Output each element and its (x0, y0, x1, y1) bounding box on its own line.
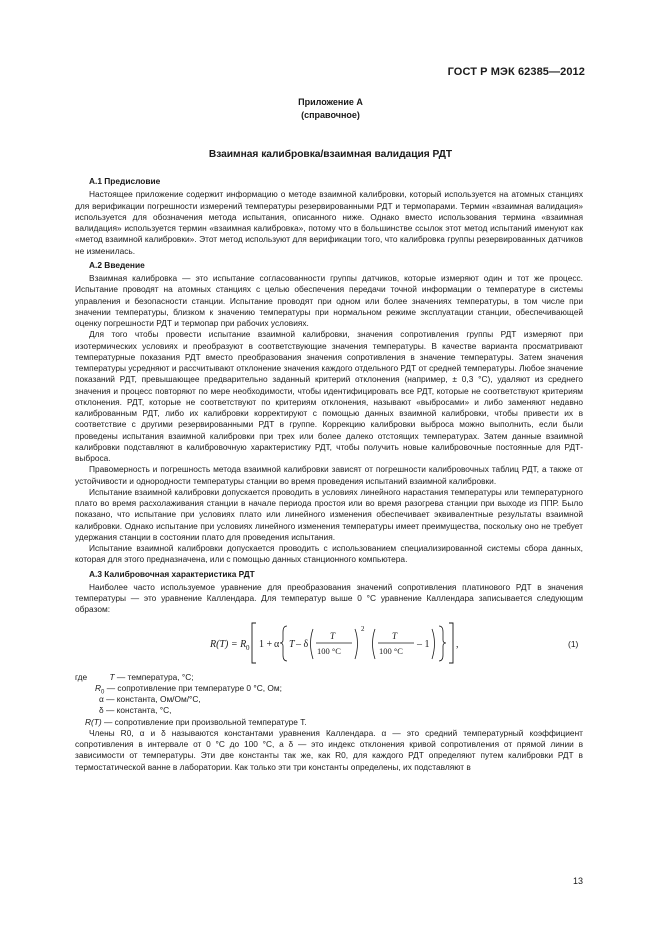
formula-exponent: 2 (361, 624, 365, 633)
formula-one-plus: 1 + (259, 638, 273, 650)
formula-number: (1) (568, 638, 579, 649)
paragraph: Члены R0, α и δ называются константами уравнения Каллендара. α — это средний температурный коэффициент сопротивления в интервале от 0 °С до 100 °С, а δ — это индекс отклонения кривой сопротивления от прямой линии в зависимости от температуры. Эти две константы так же, как R0, для каждого РДТ определяют путем калибровки РДТ в термостатической ванне в лаборатории. Как только эти три константы определены, их подставляют в (75, 727, 583, 772)
definition-delta: δ — константа, °С, (99, 705, 172, 716)
formula-lhs: R(T) = R (210, 638, 247, 650)
section-heading-a1: А.1 Предисловие (89, 176, 161, 186)
paragraph: Испытание взаимной калибровки допускается проводить с использованием специализированной системы сбора данных, которая для этого предназначена, или с помощью данных станционного компьютера. (75, 543, 583, 565)
paragraph: Настоящее приложение содержит информацию о методе взаимной калибровки, который используется на атомных станциях для верификации погрешности измерений температуры резервированными РДТ и термопарами. Термин «взаимная валидация» используется для обозначения метода испытания, описанного ниже. Однако вместо использования термина «взаимная валидация» используется термин «взаимная калибровка», потому что в большинстве ссылок этот метод испытаний именуют как «метод взаимной калибровки». Этот метод используют для верификации того, что калибровка группы резервированных датчиков не изменилась. (75, 189, 583, 256)
paragraph: Наиболее часто используемое уравнение для преобразования значений сопротивления платинового РДТ в значения температуры — это уравнение Каллендара. Для температур выше 0 °С уравнение Каллендара записывается следующим образом: (75, 581, 583, 615)
formula-comma: , (456, 638, 459, 650)
page-number: 13 (572, 876, 583, 886)
paragraph: Для того чтобы провести испытание взаимной калибровки, значения сопротивления группы РДТ измеряют при изотермических условиях и преобразуют в соответствующие значения температуры. В качестве варианта просматривают температурные показания РДТ вместо преобразования значения сопротивления в значение температуры. Затем значения температуры усредняют и рассчитывают отклонение значения каждого отдельного РДТ от средней температуры. Любое значение показаний РДТ, превышающее предварительно заданный критерий отклонения (например, ± 0,3 °С), удаляют из среднего значения и процесс повторяют по мере необходимости, чтобы идентифицировать все РДТ, которые не соответствуют критериям отклонения. РДТ, которые не соответствуют по критериям отклонения, называют «выбросами» и либо заменяют недавно калиброванным РДТ, либо их калибровки корректируют с помощью данных взаимной калибровки, чтобы привести их в соответствие с другими резервированными РДТ в группе. Коррекцию калибровки выброса можно выполнить, если были проведены испытания взаимной калибровки при трех или более далеко отстоящих температурах. Затем данные взаимной калибровки подставляют в калибровочную характеристику РДТ, чтобы получить новые калибровочные постоянные для РДТ-выброса. (75, 329, 583, 463)
formula-r0-sub: 0 (246, 643, 250, 652)
formula-t: T (289, 638, 295, 650)
formula-frac1-den: 100 °C (317, 645, 341, 656)
callendar-equation (75, 620, 583, 666)
formula-frac2-num: T (392, 630, 398, 641)
definition-r0: $R_0$ — сопротивление при температуре 0 °С, Ом; (95, 682, 282, 696)
annex-title: Взаимная калибровка/взаимная валидация РДТ (208, 149, 453, 160)
paragraph: Испытание взаимной калибровки допускается проводить в условиях линейного нарастания температуры или температурного плато во время расхолаживания станции в начале периода простоя или во время разогрева станции при выходе из ППР. Было показано, что испытание при условиях плато или линейного изменения обеспечивает эквивалентные результаты взаимной калибровки. Однако испытание при условиях линейного изменения температуры имеет преимущества, поскольку оно не требует удержания станции в состоянии плато для проведения испытания. (75, 486, 583, 542)
paragraph: Взаимная калибровка — это испытание согласованности группы датчиков, которые измеряют один и тот же процесс. Испытание проводят на атомных станциях с целью обеспечения передачи точной информации о температуре в системы управления и безопасности станции. Испытание проводят при одном или более значениях температуры, в том числе при значении температуры, близком к значению температуры при нормальном режиме эксплуатации станции, обеспечивающей оценку погрешности РДТ и термопар при рабочих условиях. (75, 273, 583, 328)
annex-label: Приложение А (298, 97, 363, 107)
formula-alpha: α (274, 638, 280, 650)
formula-minus-delta: – δ (296, 638, 309, 650)
formula-minus-one: – 1 (417, 638, 430, 650)
body-text (75, 176, 583, 773)
formula-frac2-den: 100 °C (379, 645, 403, 656)
formula-frac1-num: T (330, 630, 336, 641)
paragraph: Правомерность и погрешность метода взаимной калибровки зависят от погрешности калибровочных таблиц РДТ, а также от устойчивости и однородности температуры станции во время проведения испытаний взаимной калибровки. (75, 464, 583, 486)
annex-type: (справочное) (301, 110, 360, 120)
definition-rt: R(T) — сопротивление при произвольной температуре T. (85, 716, 307, 727)
standard-header: ГОСТ Р МЭК 62385—2012 (447, 66, 585, 78)
section-heading-a2: А.2 Введение (89, 259, 145, 270)
symbol-definitions (75, 672, 583, 728)
definition-alpha: α — константа, Ом/Ом/°С, (99, 694, 201, 704)
definition-t: где T — температура, °С; (75, 671, 194, 682)
section-heading-a3: А.3 Калибровочная характеристика РДТ (89, 568, 255, 579)
